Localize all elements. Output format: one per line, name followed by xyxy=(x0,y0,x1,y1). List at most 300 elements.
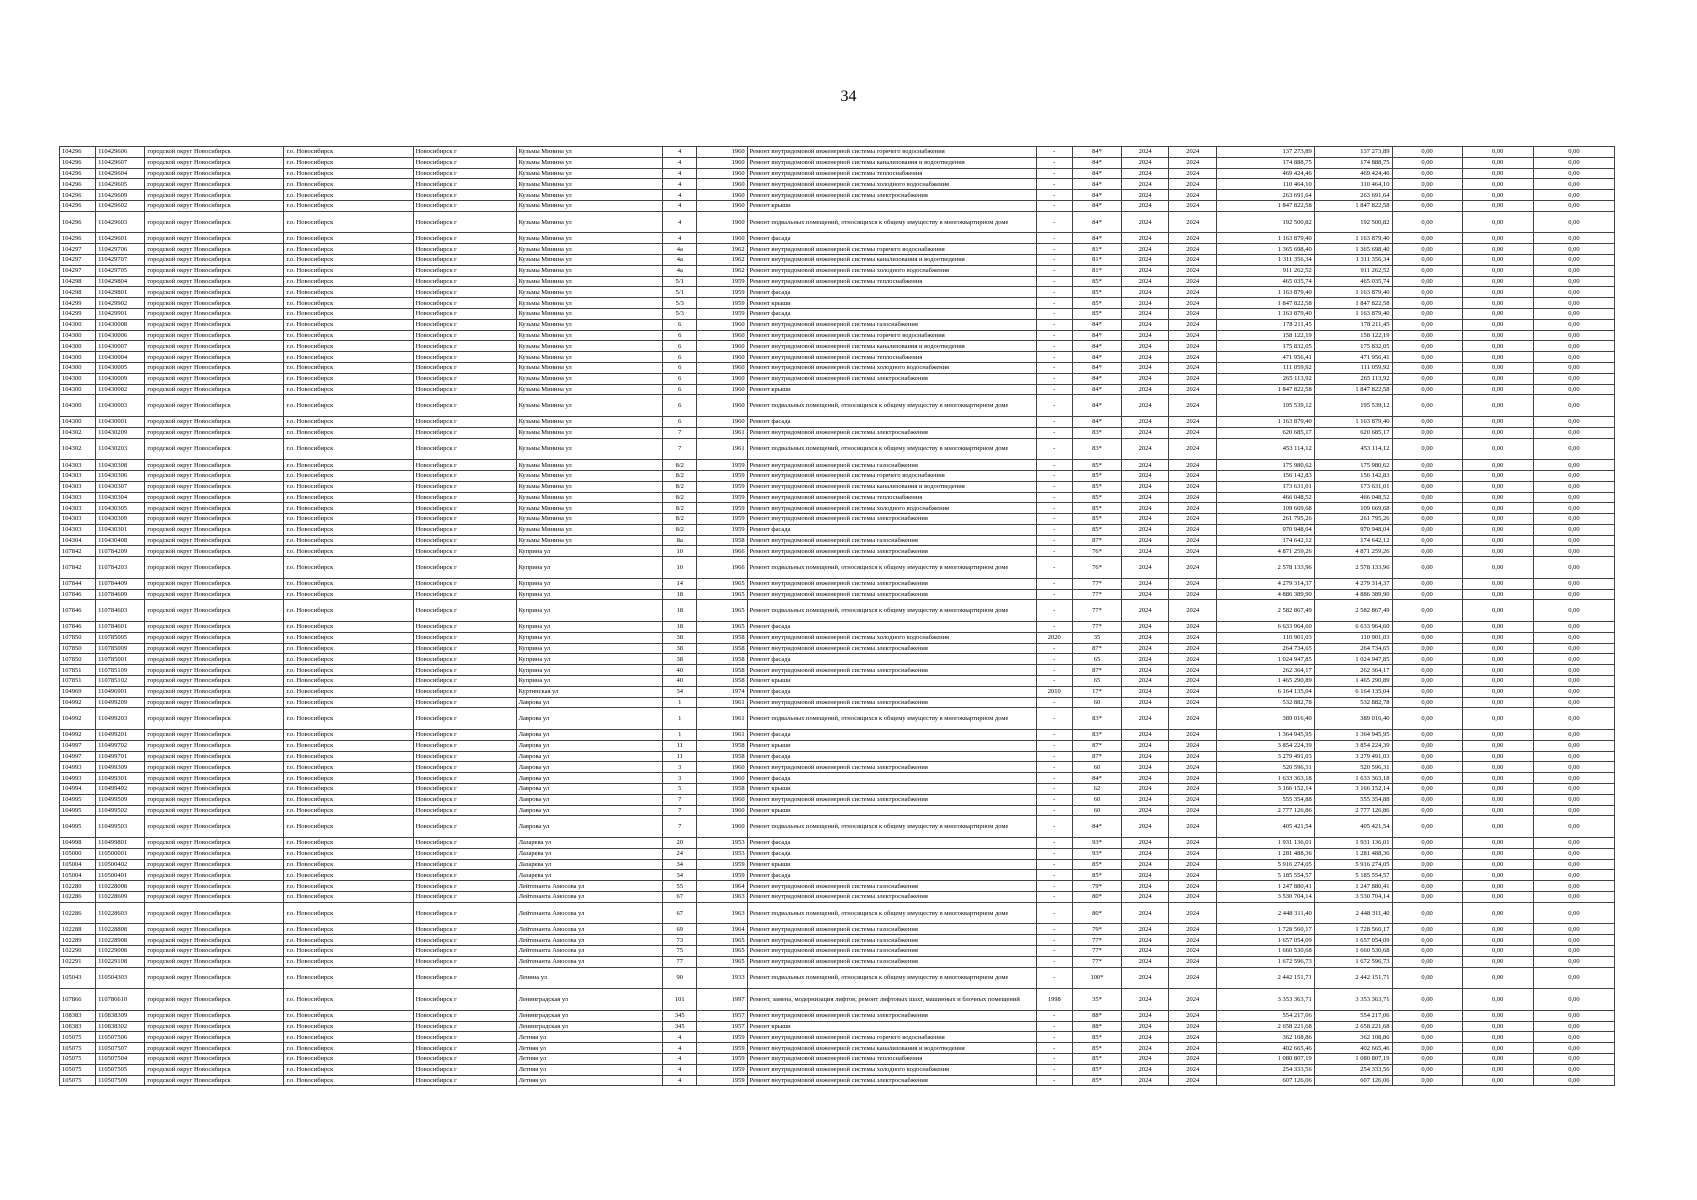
plan-year-start-cell: 2024 xyxy=(1122,535,1169,546)
work-id-cell: 110430005 xyxy=(96,362,145,373)
regional-budget-cell: 0,00 xyxy=(1462,1010,1533,1021)
regional-budget-cell: 0,00 xyxy=(1462,805,1533,816)
work-type-cell: Ремонт внутридомовой инженерной системы электроснабжения xyxy=(747,1010,1036,1021)
house-number-cell: 7 xyxy=(663,438,697,460)
work-type-cell: Ремонт фасада xyxy=(747,848,1036,859)
work-id-cell: 110430304 xyxy=(96,492,145,503)
plan-year-start-cell: 2024 xyxy=(1122,632,1169,643)
street-cell: Кузьмы Минина ул xyxy=(516,190,663,201)
city-cell: Новосибирск г xyxy=(413,373,516,384)
city-cell: Новосибирск г xyxy=(413,1021,516,1032)
local-budget-cell: 0,00 xyxy=(1533,157,1614,168)
street-cell: Кузьмы Минина ул xyxy=(516,503,663,514)
city-cell: Новосибирск г xyxy=(413,578,516,589)
local-budget-cell: 0,00 xyxy=(1533,654,1614,665)
build-year-cell: 1958 xyxy=(697,632,747,643)
total-cost-cell: 110 901,03 xyxy=(1217,632,1314,643)
house-id-cell: 108383 xyxy=(60,1010,96,1021)
city-cell: Новосибирск г xyxy=(413,1075,516,1086)
house-id-cell: 107851 xyxy=(60,665,96,676)
local-budget-cell: 0,00 xyxy=(1533,935,1614,946)
last-repair-year-cell: - xyxy=(1036,557,1072,579)
house-number-cell: 4 xyxy=(663,1053,697,1064)
street-cell: Кузьмы Минина ул xyxy=(516,157,663,168)
plan-year-end-cell: 2024 xyxy=(1169,341,1217,352)
build-year-cell: 1965 xyxy=(697,600,747,622)
district-cell: г.о. Новосибирск xyxy=(284,298,413,309)
plan-year-end-cell: 2024 xyxy=(1169,546,1217,557)
federal-budget-cell: 0,00 xyxy=(1392,352,1462,363)
build-year-cell: 1959 xyxy=(697,470,747,481)
work-id-cell: 110430008 xyxy=(96,319,145,330)
wear-percent-cell: 84* xyxy=(1072,773,1121,784)
house-id-cell: 107850 xyxy=(60,632,96,643)
work-id-cell: 110499801 xyxy=(96,838,145,849)
regional-budget-cell: 0,00 xyxy=(1462,686,1533,697)
street-cell: Кузьмы Минина ул xyxy=(516,395,663,417)
plan-year-start-cell: 2024 xyxy=(1122,416,1169,427)
city-cell: Новосибирск г xyxy=(413,1043,516,1054)
build-year-cell: 1965 xyxy=(697,622,747,633)
build-year-cell: 1959 xyxy=(697,859,747,870)
build-year-cell: 1965 xyxy=(697,945,747,956)
district-cell: г.о. Новосибирск xyxy=(284,514,413,525)
fund-cost-cell: 2 578 133,96 xyxy=(1314,557,1392,579)
district-cell: г.о. Новосибирск xyxy=(284,233,413,244)
total-cost-cell: 620 685,17 xyxy=(1217,427,1314,438)
house-number-cell: 5/3 xyxy=(663,298,697,309)
municipality-cell: городской округ Новосибирск xyxy=(145,794,284,805)
district-cell: г.о. Новосибирск xyxy=(284,1021,413,1032)
plan-year-end-cell: 2024 xyxy=(1169,600,1217,622)
last-repair-year-cell: - xyxy=(1036,1053,1072,1064)
district-cell: г.о. Новосибирск xyxy=(284,362,413,373)
wear-percent-cell: 81* xyxy=(1072,265,1121,276)
street-cell: Лаврова ул xyxy=(516,794,663,805)
wear-percent-cell: 84* xyxy=(1072,362,1121,373)
municipality-cell: городской округ Новосибирск xyxy=(145,373,284,384)
last-repair-year-cell: - xyxy=(1036,535,1072,546)
work-type-cell: Ремонт крыши xyxy=(747,298,1036,309)
work-type-cell: Ремонт крыши xyxy=(747,1021,1036,1032)
federal-budget-cell: 0,00 xyxy=(1392,1010,1462,1021)
local-budget-cell: 0,00 xyxy=(1533,805,1614,816)
build-year-cell: 1958 xyxy=(697,643,747,654)
last-repair-year-cell: - xyxy=(1036,956,1072,967)
district-cell: г.о. Новосибирск xyxy=(284,492,413,503)
regional-budget-cell: 0,00 xyxy=(1462,503,1533,514)
district-cell: г.о. Новосибирск xyxy=(284,794,413,805)
plan-year-end-cell: 2024 xyxy=(1169,254,1217,265)
local-budget-cell: 0,00 xyxy=(1533,546,1614,557)
build-year-cell: 1958 xyxy=(697,751,747,762)
build-year-cell: 1965 xyxy=(697,956,747,967)
street-cell: Лейтенанта Амосова ул xyxy=(516,902,663,924)
wear-percent-cell: 85* xyxy=(1072,287,1121,298)
last-repair-year-cell: - xyxy=(1036,460,1072,471)
wear-percent-cell: 77* xyxy=(1072,956,1121,967)
work-id-cell: 110430209 xyxy=(96,427,145,438)
federal-budget-cell: 0,00 xyxy=(1392,254,1462,265)
municipality-cell: городской округ Новосибирск xyxy=(145,665,284,676)
house-number-cell: 8/2 xyxy=(663,481,697,492)
last-repair-year-cell: - xyxy=(1036,427,1072,438)
regional-budget-cell: 0,00 xyxy=(1462,481,1533,492)
federal-budget-cell: 0,00 xyxy=(1392,481,1462,492)
local-budget-cell: 0,00 xyxy=(1533,362,1614,373)
municipality-cell: городской округ Новосибирск xyxy=(145,1064,284,1075)
federal-budget-cell: 0,00 xyxy=(1392,244,1462,255)
house-number-cell: 3 xyxy=(663,773,697,784)
build-year-cell: 1959 xyxy=(697,1064,747,1075)
plan-year-end-cell: 2024 xyxy=(1169,686,1217,697)
total-cost-cell: 1 672 596,73 xyxy=(1217,956,1314,967)
work-id-cell: 110499203 xyxy=(96,708,145,730)
fund-cost-cell: 911 262,52 xyxy=(1314,265,1392,276)
table-row xyxy=(60,546,1615,557)
last-repair-year-cell: - xyxy=(1036,740,1072,751)
wear-percent-cell: 85* xyxy=(1072,1075,1121,1086)
local-budget-cell: 0,00 xyxy=(1533,870,1614,881)
city-cell: Новосибирск г xyxy=(413,891,516,902)
wear-percent-cell: 93* xyxy=(1072,838,1121,849)
district-cell: г.о. Новосибирск xyxy=(284,870,413,881)
house-id-cell: 102289 xyxy=(60,935,96,946)
fund-cost-cell: 4 886 389,90 xyxy=(1314,589,1392,600)
federal-budget-cell: 0,00 xyxy=(1392,881,1462,892)
regional-budget-cell: 0,00 xyxy=(1462,1075,1533,1086)
last-repair-year-cell: - xyxy=(1036,1021,1072,1032)
fund-cost-cell: 110 464,10 xyxy=(1314,179,1392,190)
street-cell: Куприна ул xyxy=(516,632,663,643)
plan-year-start-cell: 2024 xyxy=(1122,492,1169,503)
fund-cost-cell: 265 113,92 xyxy=(1314,373,1392,384)
table-row xyxy=(60,935,1615,946)
house-number-cell: 345 xyxy=(663,1021,697,1032)
municipality-cell: городской округ Новосибирск xyxy=(145,524,284,535)
work-id-cell: 110499503 xyxy=(96,816,145,838)
table-row xyxy=(60,784,1615,795)
last-repair-year-cell: - xyxy=(1036,168,1072,179)
plan-year-start-cell: 2024 xyxy=(1122,244,1169,255)
last-repair-year-cell: - xyxy=(1036,416,1072,427)
house-id-cell: 104300 xyxy=(60,384,96,395)
house-number-cell: 4 xyxy=(663,1032,697,1043)
work-type-cell: Ремонт внутридомовой инженерной системы теплоснабжения xyxy=(747,168,1036,179)
total-cost-cell: 2 578 133,96 xyxy=(1217,557,1314,579)
federal-budget-cell: 0,00 xyxy=(1392,848,1462,859)
district-cell: г.о. Новосибирск xyxy=(284,395,413,417)
work-type-cell: Ремонт внутридомовой инженерной системы газоснабжения xyxy=(747,460,1036,471)
plan-year-start-cell: 2024 xyxy=(1122,362,1169,373)
local-budget-cell: 0,00 xyxy=(1533,395,1614,417)
local-budget-cell: 0,00 xyxy=(1533,319,1614,330)
fund-cost-cell: 2 582 867,49 xyxy=(1314,600,1392,622)
street-cell: Куприна ул xyxy=(516,557,663,579)
build-year-cell: 1964 xyxy=(697,881,747,892)
plan-year-start-cell: 2024 xyxy=(1122,838,1169,849)
municipality-cell: городской округ Новосибирск xyxy=(145,1075,284,1086)
work-id-cell: 110507507 xyxy=(96,1043,145,1054)
city-cell: Новосибирск г xyxy=(413,535,516,546)
regional-budget-cell: 0,00 xyxy=(1462,535,1533,546)
plan-year-end-cell: 2024 xyxy=(1169,157,1217,168)
municipality-cell: городской округ Новосибирск xyxy=(145,1043,284,1054)
table-row xyxy=(60,319,1615,330)
build-year-cell: 1966 xyxy=(697,546,747,557)
work-type-cell: Ремонт подвальных помещений, относящихся к общему имуществу в многоквартирном доме xyxy=(747,708,1036,730)
plan-year-start-cell: 2024 xyxy=(1122,373,1169,384)
regional-budget-cell: 0,00 xyxy=(1462,708,1533,730)
plan-year-end-cell: 2024 xyxy=(1169,708,1217,730)
work-id-cell: 110228008 xyxy=(96,881,145,892)
work-type-cell: Ремонт внутридомовой инженерной системы горячего водоснабжения xyxy=(747,147,1036,158)
house-number-cell: 4 xyxy=(663,190,697,201)
build-year-cell: 1959 xyxy=(697,308,747,319)
municipality-cell: городской округ Новосибирск xyxy=(145,730,284,741)
wear-percent-cell: 84* xyxy=(1072,168,1121,179)
work-id-cell: 110228609 xyxy=(96,891,145,902)
local-budget-cell: 0,00 xyxy=(1533,762,1614,773)
plan-year-end-cell: 2024 xyxy=(1169,643,1217,654)
build-year-cell: 1959 xyxy=(697,1053,747,1064)
house-id-cell: 108383 xyxy=(60,1021,96,1032)
regional-budget-cell: 0,00 xyxy=(1462,697,1533,708)
work-type-cell: Ремонт подвальных помещений, относящихся к общему имуществу в многоквартирном доме xyxy=(747,395,1036,417)
local-budget-cell: 0,00 xyxy=(1533,794,1614,805)
build-year-cell: 1960 xyxy=(697,794,747,805)
total-cost-cell: 362 108,86 xyxy=(1217,1032,1314,1043)
wear-percent-cell: 77* xyxy=(1072,945,1121,956)
district-cell: г.о. Новосибирск xyxy=(284,1064,413,1075)
city-cell: Новосибирск г xyxy=(413,546,516,557)
federal-budget-cell: 0,00 xyxy=(1392,514,1462,525)
house-id-cell: 102280 xyxy=(60,881,96,892)
work-id-cell: 110430203 xyxy=(96,438,145,460)
local-budget-cell: 0,00 xyxy=(1533,352,1614,363)
street-cell: Лаврова ул xyxy=(516,816,663,838)
build-year-cell: 1966 xyxy=(697,557,747,579)
regional-budget-cell: 0,00 xyxy=(1462,168,1533,179)
regional-budget-cell: 0,00 xyxy=(1462,1043,1533,1054)
fund-cost-cell: 2 448 311,40 xyxy=(1314,902,1392,924)
house-number-cell: 24 xyxy=(663,848,697,859)
local-budget-cell: 0,00 xyxy=(1533,632,1614,643)
city-cell: Новосибирск г xyxy=(413,438,516,460)
table-row xyxy=(60,157,1615,168)
plan-year-end-cell: 2024 xyxy=(1169,989,1217,1011)
regional-budget-cell: 0,00 xyxy=(1462,881,1533,892)
house-number-cell: 4 xyxy=(663,157,697,168)
fund-cost-cell: 1 080 807,19 xyxy=(1314,1053,1392,1064)
total-cost-cell: 265 113,92 xyxy=(1217,373,1314,384)
local-budget-cell: 0,00 xyxy=(1533,686,1614,697)
street-cell: Кузьмы Минина ул xyxy=(516,147,663,158)
work-id-cell: 110429901 xyxy=(96,308,145,319)
total-cost-cell: 2 777 126,86 xyxy=(1217,805,1314,816)
work-id-cell: 110785109 xyxy=(96,665,145,676)
plan-year-end-cell: 2024 xyxy=(1169,362,1217,373)
district-cell: г.о. Новосибирск xyxy=(284,190,413,201)
federal-budget-cell: 0,00 xyxy=(1392,794,1462,805)
house-number-cell: 1 xyxy=(663,697,697,708)
total-cost-cell: 466 048,52 xyxy=(1217,492,1314,503)
fund-cost-cell: 2 658 221,68 xyxy=(1314,1021,1392,1032)
build-year-cell: 1960 xyxy=(697,773,747,784)
last-repair-year-cell: - xyxy=(1036,881,1072,892)
work-id-cell: 110430003 xyxy=(96,395,145,417)
plan-year-start-cell: 2024 xyxy=(1122,179,1169,190)
work-type-cell: Ремонт фасада xyxy=(747,308,1036,319)
local-budget-cell: 0,00 xyxy=(1533,622,1614,633)
fund-cost-cell: 5 916 274,05 xyxy=(1314,859,1392,870)
municipality-cell: городской округ Новосибирск xyxy=(145,1053,284,1064)
plan-year-start-cell: 2024 xyxy=(1122,945,1169,956)
last-repair-year-cell: - xyxy=(1036,298,1072,309)
plan-year-start-cell: 2024 xyxy=(1122,1053,1169,1064)
build-year-cell: 1960 xyxy=(697,384,747,395)
house-id-cell: 104300 xyxy=(60,395,96,417)
work-id-cell: 110430307 xyxy=(96,481,145,492)
work-type-cell: Ремонт внутридомовой инженерной системы горячего водоснабжения xyxy=(747,1032,1036,1043)
work-type-cell: Ремонт внутридомовой инженерной системы электроснабжения xyxy=(747,1075,1036,1086)
build-year-cell: 1960 xyxy=(697,233,747,244)
work-id-cell: 110429705 xyxy=(96,265,145,276)
work-id-cell: 110784209 xyxy=(96,546,145,557)
street-cell: Кузьмы Минина ул xyxy=(516,373,663,384)
total-cost-cell: 5 916 274,05 xyxy=(1217,859,1314,870)
local-budget-cell: 0,00 xyxy=(1533,902,1614,924)
plan-year-start-cell: 2024 xyxy=(1122,319,1169,330)
last-repair-year-cell: - xyxy=(1036,492,1072,503)
house-id-cell: 104992 xyxy=(60,697,96,708)
build-year-cell: 1961 xyxy=(697,697,747,708)
total-cost-cell: 3 166 152,14 xyxy=(1217,784,1314,795)
federal-budget-cell: 0,00 xyxy=(1392,838,1462,849)
street-cell: Кузьмы Минина ул xyxy=(516,524,663,535)
federal-budget-cell: 0,00 xyxy=(1392,341,1462,352)
total-cost-cell: 1 660 530,68 xyxy=(1217,945,1314,956)
table-row xyxy=(60,416,1615,427)
fund-cost-cell: 2 442 151,71 xyxy=(1314,967,1392,989)
house-number-cell: 34 xyxy=(663,859,697,870)
total-cost-cell: 2 658 221,68 xyxy=(1217,1021,1314,1032)
plan-year-end-cell: 2024 xyxy=(1169,859,1217,870)
local-budget-cell: 0,00 xyxy=(1533,945,1614,956)
table-row xyxy=(60,665,1615,676)
district-cell: г.о. Новосибирск xyxy=(284,751,413,762)
house-id-cell: 105075 xyxy=(60,1075,96,1086)
table-row xyxy=(60,1053,1615,1064)
work-id-cell: 110499209 xyxy=(96,697,145,708)
house-id-cell: 104303 xyxy=(60,524,96,535)
local-budget-cell: 0,00 xyxy=(1533,589,1614,600)
federal-budget-cell: 0,00 xyxy=(1392,460,1462,471)
table-row xyxy=(60,805,1615,816)
district-cell: г.о. Новосибирск xyxy=(284,373,413,384)
plan-year-start-cell: 2024 xyxy=(1122,924,1169,935)
work-id-cell: 110429804 xyxy=(96,276,145,287)
wear-percent-cell: 79* xyxy=(1072,881,1121,892)
district-cell: г.о. Новосибирск xyxy=(284,665,413,676)
work-id-cell: 110784601 xyxy=(96,622,145,633)
district-cell: г.о. Новосибирск xyxy=(284,730,413,741)
street-cell: Куприна ул xyxy=(516,578,663,589)
plan-year-end-cell: 2024 xyxy=(1169,1043,1217,1054)
house-number-cell: 4а xyxy=(663,265,697,276)
work-id-cell: 110429601 xyxy=(96,233,145,244)
plan-year-end-cell: 2024 xyxy=(1169,924,1217,935)
work-id-cell: 110228603 xyxy=(96,902,145,924)
fund-cost-cell: 466 048,52 xyxy=(1314,492,1392,503)
regional-budget-cell: 0,00 xyxy=(1462,373,1533,384)
house-number-cell: 55 xyxy=(663,881,697,892)
total-cost-cell: 453 114,12 xyxy=(1217,438,1314,460)
build-year-cell: 1959 xyxy=(697,1032,747,1043)
last-repair-year-cell: - xyxy=(1036,147,1072,158)
total-cost-cell: 1 163 879,40 xyxy=(1217,308,1314,319)
work-type-cell: Ремонт фасада xyxy=(747,751,1036,762)
total-cost-cell: 4 871 259,26 xyxy=(1217,546,1314,557)
plan-year-start-cell: 2024 xyxy=(1122,1021,1169,1032)
house-id-cell: 102291 xyxy=(60,956,96,967)
district-cell: г.о. Новосибирск xyxy=(284,967,413,989)
plan-year-end-cell: 2024 xyxy=(1169,265,1217,276)
house-id-cell: 105075 xyxy=(60,1064,96,1075)
municipality-cell: городской округ Новосибирск xyxy=(145,200,284,211)
street-cell: Кузьмы Минина ул xyxy=(516,535,663,546)
wear-percent-cell: 85* xyxy=(1072,514,1121,525)
city-cell: Новосибирск г xyxy=(413,945,516,956)
wear-percent-cell: 80* xyxy=(1072,902,1121,924)
federal-budget-cell: 0,00 xyxy=(1392,870,1462,881)
federal-budget-cell: 0,00 xyxy=(1392,816,1462,838)
wear-percent-cell: 87* xyxy=(1072,665,1121,676)
work-id-cell: 110785009 xyxy=(96,643,145,654)
local-budget-cell: 0,00 xyxy=(1533,881,1614,892)
street-cell: Лаврова ул xyxy=(516,805,663,816)
municipality-cell: городской округ Новосибирск xyxy=(145,481,284,492)
wear-percent-cell: 84* xyxy=(1072,319,1121,330)
plan-year-end-cell: 2024 xyxy=(1169,838,1217,849)
regional-budget-cell: 0,00 xyxy=(1462,794,1533,805)
district-cell: г.о. Новосибирск xyxy=(284,470,413,481)
municipality-cell: городской округ Новосибирск xyxy=(145,352,284,363)
street-cell: Ленинградская ул xyxy=(516,1010,663,1021)
municipality-cell: городской округ Новосибирск xyxy=(145,708,284,730)
work-id-cell: 110429604 xyxy=(96,168,145,179)
local-budget-cell: 0,00 xyxy=(1533,244,1614,255)
house-id-cell: 104297 xyxy=(60,254,96,265)
table-row xyxy=(60,1064,1615,1075)
wear-percent-cell: 88* xyxy=(1072,1021,1121,1032)
federal-budget-cell: 0,00 xyxy=(1392,708,1462,730)
city-cell: Новосибирск г xyxy=(413,157,516,168)
work-type-cell: Ремонт внутридомовой инженерной системы электроснабжения xyxy=(747,589,1036,600)
wear-percent-cell: 80* xyxy=(1072,891,1121,902)
work-type-cell: Ремонт внутридомовой инженерной системы электроснабжения xyxy=(747,546,1036,557)
street-cell: Кузьмы Минина ул xyxy=(516,276,663,287)
city-cell: Новосибирск г xyxy=(413,233,516,244)
regional-budget-cell: 0,00 xyxy=(1462,200,1533,211)
fund-cost-cell: 6 633 964,60 xyxy=(1314,622,1392,633)
street-cell: Кузьмы Минина ул xyxy=(516,211,663,233)
plan-year-start-cell: 2024 xyxy=(1122,168,1169,179)
house-number-cell: 4 xyxy=(663,233,697,244)
local-budget-cell: 0,00 xyxy=(1533,924,1614,935)
last-repair-year-cell: - xyxy=(1036,157,1072,168)
district-cell: г.о. Новосибирск xyxy=(284,773,413,784)
